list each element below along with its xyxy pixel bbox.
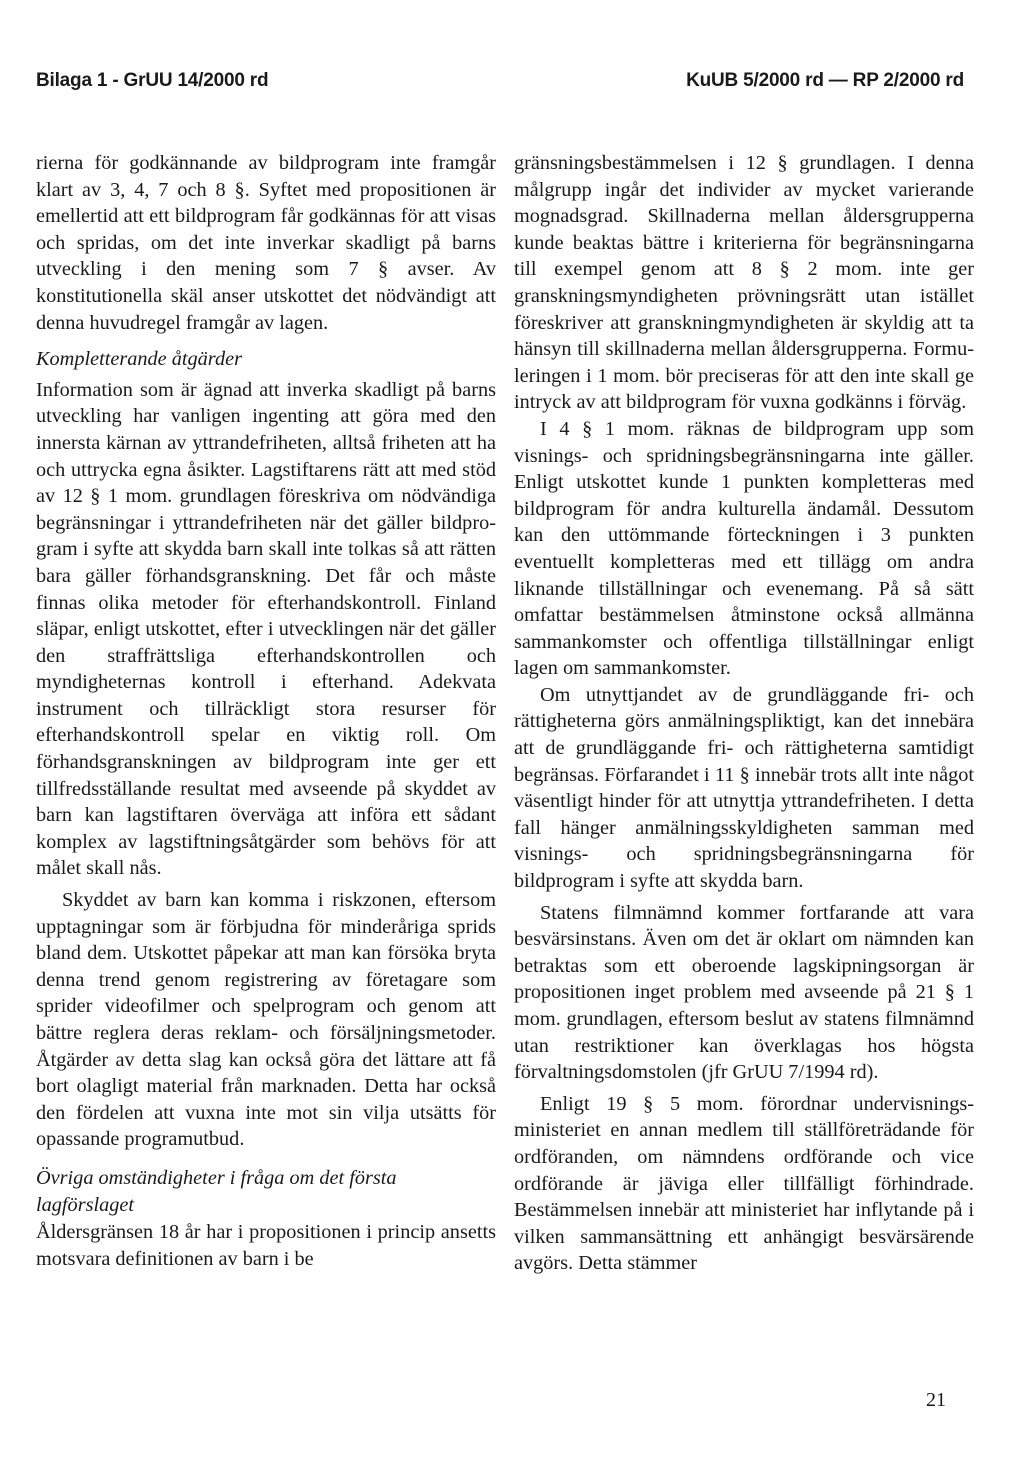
section-heading-ovriga: Övriga omständigheter i fråga om det första lagförslaget — [36, 1166, 397, 1216]
page-header — [36, 70, 964, 100]
header-right: KuUB 5/2000 rd — RP 2/2000 rd — [686, 70, 964, 91]
section-heading-kompletterande: Kompletterande åtgärder — [36, 348, 242, 371]
left-paragraph-4: Åldersgränsen 18 år har i propositionen i princip ansetts motsvara definitionen av barn i be — [36, 1221, 496, 1270]
right-paragraph-2: I 4 § 1 mom. räknas de bildprogram upp som visnings- och spridningsbegränsningarna inte gäller. Enligt utskottet kunde 1 punkten kompletteras med bildprogram för andra kulturella ändamål. Dessutom kan den uttömmande förteckningen i 3 punkten eventuellt kompletteras med ett tillägg om andra liknande tillställningar och evenemang. På så sätt omfattar bestämmelsen åtminstone också allmänna sammankomster och offentliga tillställningar enligt lagen om sammankomster. — [514, 417, 974, 680]
right-column — [514, 150, 974, 1277]
right-paragraph-3: Om utnyttjandet av de grundläggande fri- och rättigheterna görs anmälningspliktigt, kan det innebära att de grundläggande fri- och rättigheterna samtidigt begränsas. Förfarandet i 11 § innebär trots allt inte något väsentligt hinder för att utnyttja yttrandefriheten. I detta fall hänger anmälningsskyldigheten samman med visnings- och spridningsbegränsningarna för bildprogram i syfte att skydda barn. — [514, 683, 974, 893]
left-paragraph-1: rierna för godkännande av bildprogram inte framgår klart av 3, 4, 7 och 8 §. Syftet med propositionen är emellertid att ett bildprogram får godkännas för att visas och spridas, om det inte inverkar skadligt på barns utveckling i den mening som 7 § avser. Av konstitutionella skäl anser utskottet det nödvändigt att denna huvudregel framgår av lagen. — [36, 152, 496, 334]
page-number: 21 — [926, 1389, 946, 1411]
left-paragraph-3: Skyddet av barn kan komma i riskzonen, eftersom upptagningar som är förbjudna för minderåriga sprids bland dem. Utskottet påpekar att man kan försöka bryta denna trend genom registrering av företagare som sprider videofilmer och spelprogram och genom att bättre reglera deras reklam- och försäljningsmetoder. Åtgärder av detta slag kan också göra det lättare att få bort olagligt material från marknaden. Detta har också den fördelen att vuxna inte mot sin vilja utsätts för opassande programutbud. — [36, 889, 496, 1151]
right-paragraph-1: gränsningsbestämmelsen i 12 § grundlagen. I denna målgrupp ingår det individer av mycket varierande mognadsgrad. Skillnaderna mellan åldersgrupperna kunde beaktas bättre i kriterierna för begränsningarna till exempel genom att 8 § 2 mom. inte ger granskningsmyndigheten prövningsrätt utan istället föreskriver att granskningmyndigheten är skyldig att ta hänsyn till skillnaderna mellan åldersgrupperna. Formuleringen i 1 mom. bör preciseras för att den inte skall ge intryck av att bildprogram för vuxna godkänns i förväg. — [514, 152, 974, 414]
header-left: Bilaga 1 - GrUU 14/2000 rd — [36, 70, 269, 91]
right-paragraph-5: Enligt 19 § 5 mom. förordnar undervisningsministeriet en annan medlem till ställföreträdande för ordföranden, om nämndens ordförande och vice ordförande är jäviga eller tillfälligt förhindrade. Bestämmelsen innebär att ministeriet har inflytande på i vilken sammansättning ett anhängigt besvärsärende avgörs. Detta stämmer — [514, 1092, 974, 1275]
right-paragraph-4: Statens filmnämnd kommer fortfarande att vara besvärsinstans. Även om det är oklart om nämnden kan betraktas som ett oberoende lagskipningsorgan är propositionen inget problem med avseende på 21 § 1 mom. grundlagen, eftersom beslut av statens filmnämnd utan restriktioner kan överklagas hos högsta förvaltningsdomstolen (jfr GrUU 7/1994 rd). — [514, 901, 974, 1084]
left-column — [36, 150, 496, 1272]
left-paragraph-2: Information som är ägnad att inverka skadligt på barns utveckling har vanligen ingenting att göra med den innersta kärnan av yttrandefriheten, alltså friheten att ha och uttrycka egna åsikter. Lagstiftarens rätt att med stöd av 12 § 1 mom. grundlagen föreskriva om nödvändiga begränsningar i yttrandefriheten när det gäller bildprogram i syfte att skydda barn skall inte tolkas så att rätten bara gäller förhandsgranskning. Det får och måste finnas olika metoder för efterhandskontroll. Finland släpar, enligt utskottet, efter i utvecklingen när det gäller den straffrättsliga efterhandskontrollen och myndigheternas kontroll i efterhand. Adekvata instrument och tillräckligt stora resurser för efterhandskontroll spelar en viktig roll. Om förhandsgranskningen av bildprogram inte ger ett tillfredsställande resultat med avseende på skyddet av barn kan lagstiftaren överväga att införa ett sådant komplex av lagstiftningsåtgärder som behövs för att målet skall nås. — [36, 378, 496, 880]
